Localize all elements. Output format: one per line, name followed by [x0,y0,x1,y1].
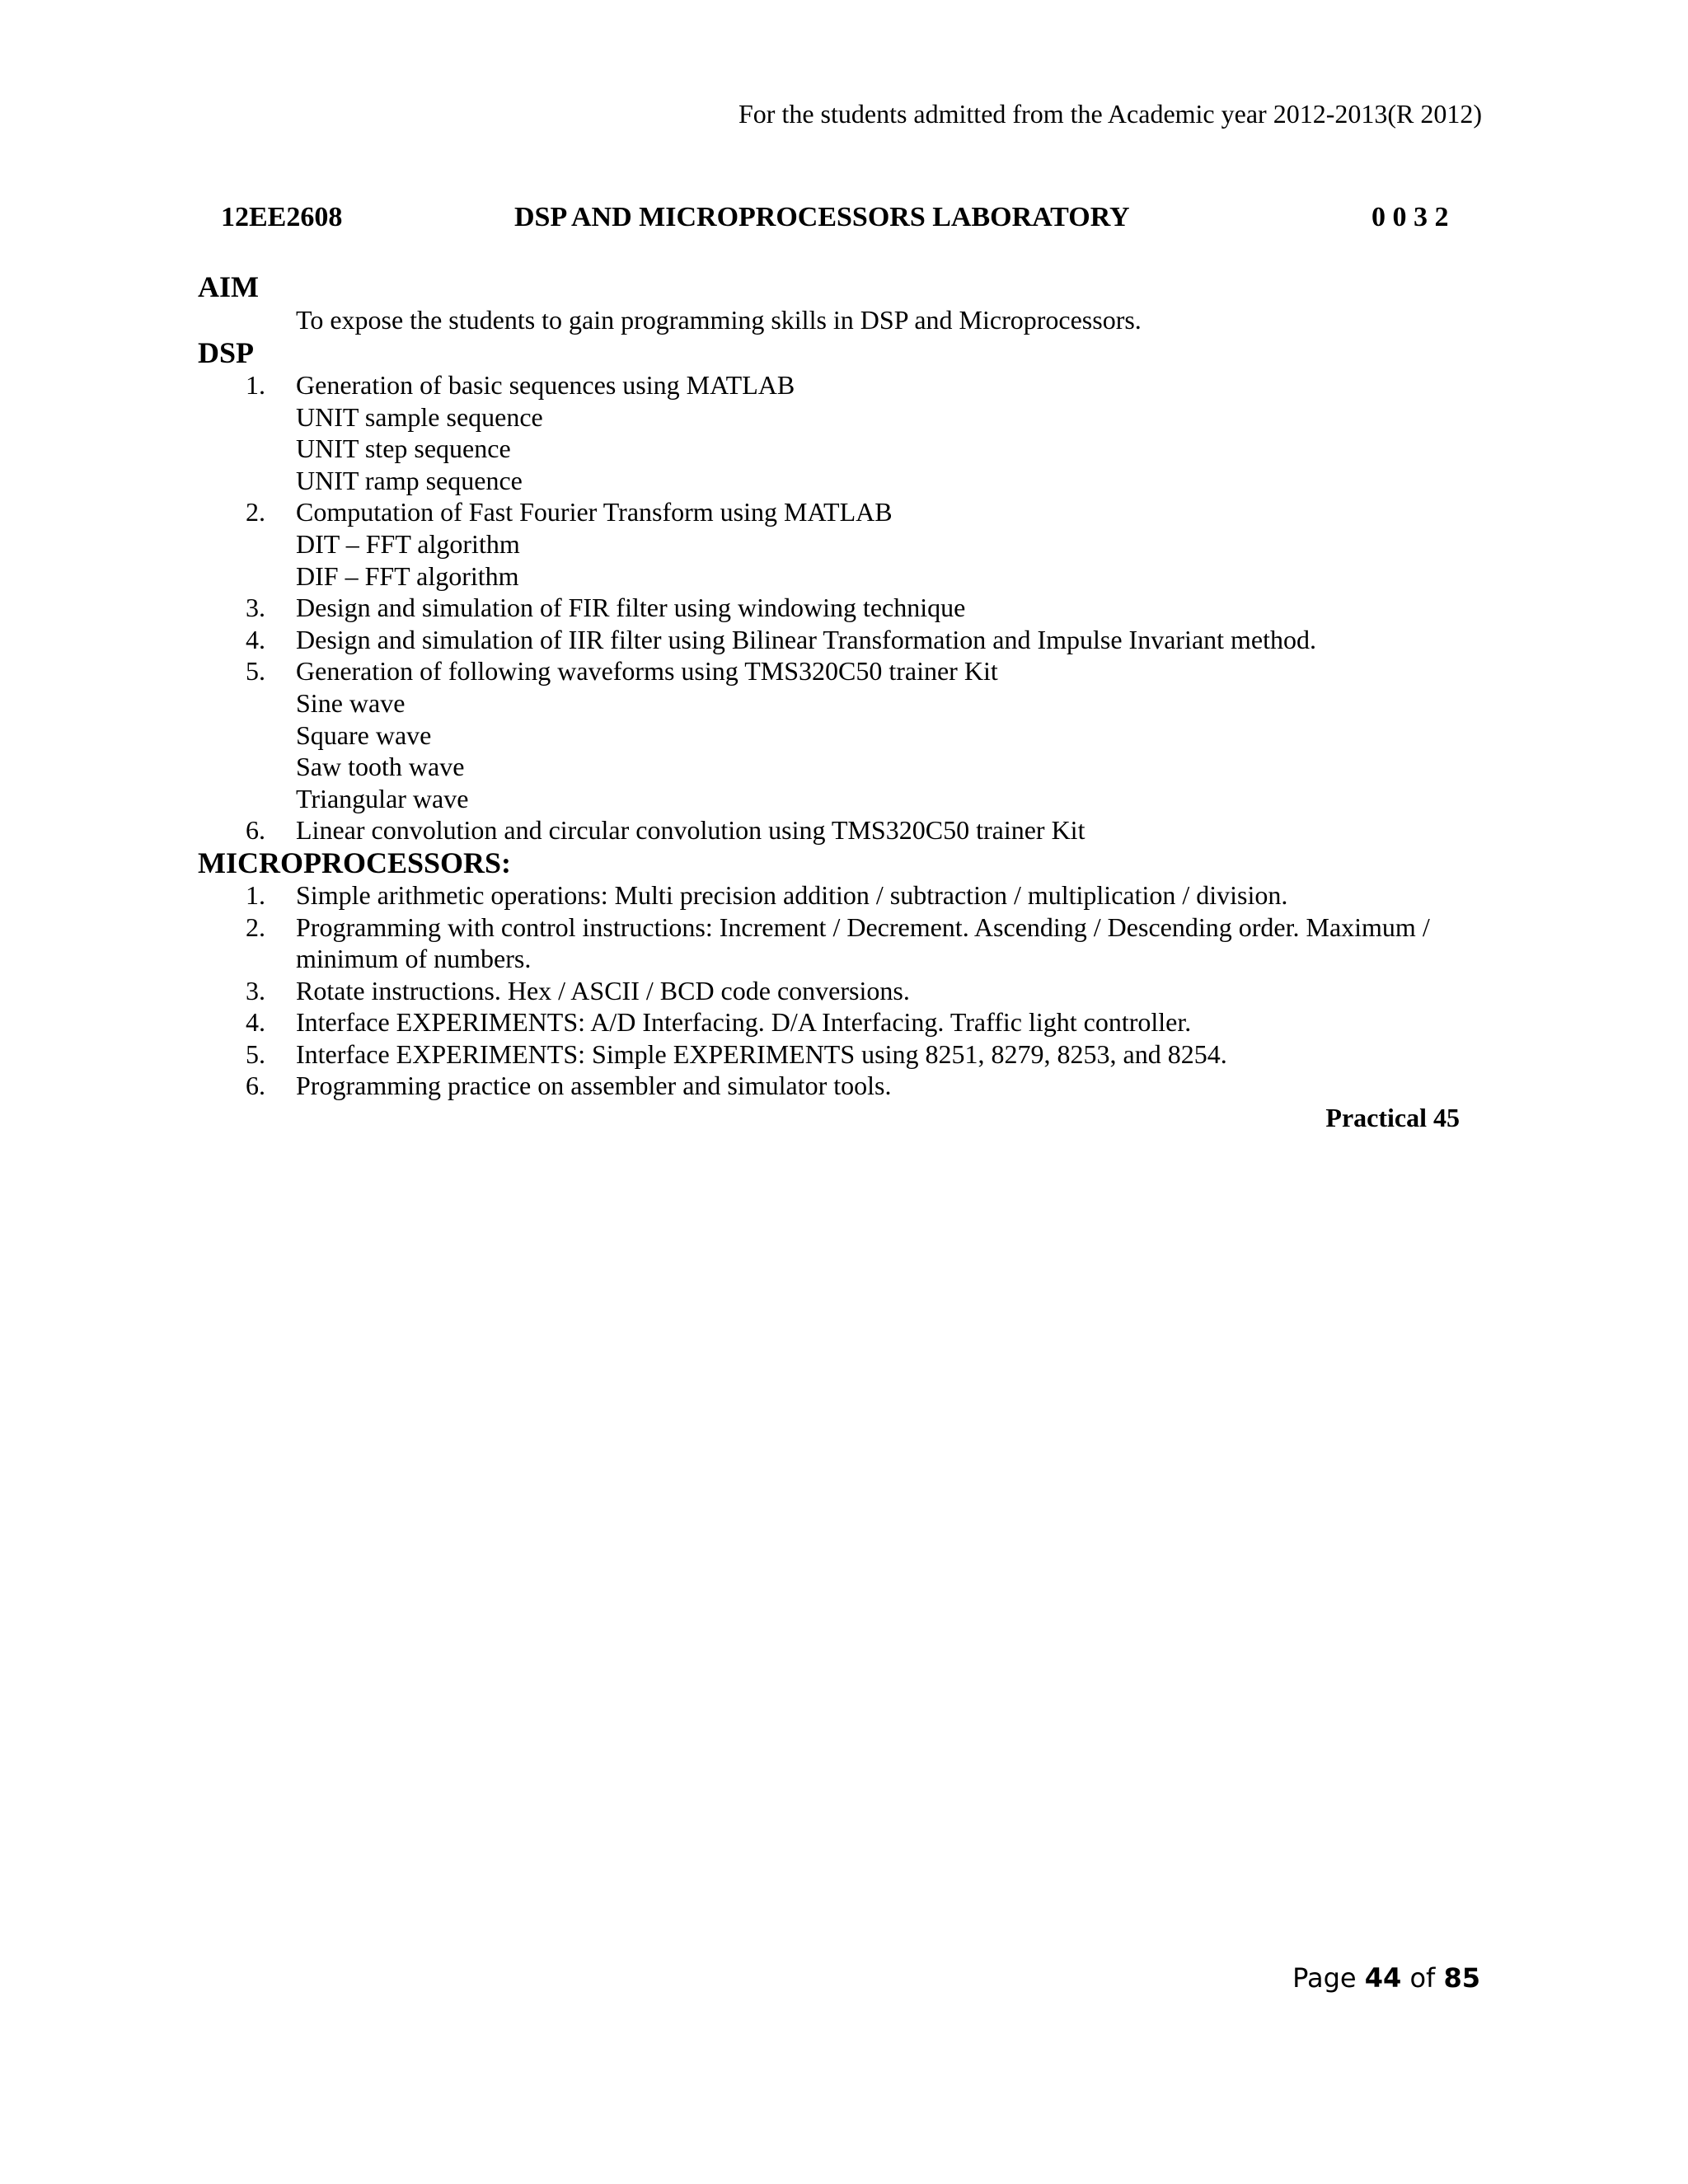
item-number: 6. [246,815,265,846]
sub-item: UNIT ramp sequence [296,465,523,495]
item-text: Simple arithmetic operations: Multi precision addition / subtraction / multiplication / division. [296,879,1288,910]
sub-item: DIF – FFT algorithm [296,560,519,591]
item-text: Generation of following waveforms using TMS320C50 trainer Kit [296,656,998,687]
list-item [198,814,1492,846]
practical-hours: Practical 45 [1325,1103,1460,1132]
item-number: 4. [246,1007,265,1038]
item-text: Linear convolution and circular convolution using TMS320C50 trainer Kit [296,815,1085,846]
item-number: 5. [246,656,265,687]
sub-item: Saw tooth wave [296,752,465,782]
item-text: Rotate instructions. Hex / ASCII / BCD code conversions. [296,975,910,1005]
item-text: Design and simulation of IIR filter using Bilinear Transformation and Impulse Invariant method. [296,624,1317,654]
page-current: 44 [1364,1962,1402,1994]
course-code: 12EE2608 [221,202,343,232]
course-credits: 0 0 3 2 [1372,202,1449,232]
dsp-heading: DSP [198,336,255,369]
item-text: Programming practice on assembler and simulator tools. [296,1071,892,1101]
item-number: 2. [246,497,265,527]
list-item [198,624,1492,656]
microprocessors-heading: MICROPROCESSORS: [198,846,512,879]
list-item [198,975,1492,1007]
aim-heading: AIM [198,270,259,303]
item-number: 1. [246,370,265,400]
microprocessor-experiment-list [198,879,1492,1102]
item-text: Interface EXPERIMENTS: Simple EXPERIMENTS using 8251, 8279, 8253, and 8254. [296,1038,1227,1069]
list-item [198,369,1492,496]
syllabus-content [198,270,1492,1102]
list-item [198,592,1492,624]
course-title: DSP AND MICROPROCESSORS LABORATORY [514,202,1130,232]
list-item [198,1038,1492,1071]
sub-item: DIT – FFT algorithm [296,528,520,559]
item-text: Computation of Fast Fourier Transform using MATLAB [296,497,893,527]
item-text-continued: minimum of numbers. [296,944,532,974]
aim-text: To expose the students to gain programming skills in DSP and Microprocessors. [296,305,1142,335]
sub-item: UNIT sample sequence [296,401,543,432]
list-item [198,912,1492,975]
list-item [198,1070,1492,1102]
list-item [198,496,1492,592]
sub-item: Triangular wave [296,783,469,813]
list-item [198,1006,1492,1038]
item-number: 4. [246,624,265,654]
item-number: 1. [246,879,265,910]
item-text: Generation of basic sequences using MATLAB [296,370,795,400]
sub-item: Sine wave [296,687,406,718]
page-of: of [1409,1962,1436,1994]
item-number: 5. [246,1038,265,1069]
page-number [1292,1961,1480,1994]
item-number: 3. [246,593,265,623]
item-text: Interface EXPERIMENTS: A/D Interfacing. D/A Interfacing. Traffic light controller. [296,1007,1192,1038]
item-number: 2. [246,912,265,942]
course-header [0,199,1688,236]
item-text: Programming with control instructions: Increment / Decrement. Ascending / Descending order. Maximum / [296,912,1430,942]
sub-item: UNIT step sequence [296,434,511,464]
list-item [198,879,1492,912]
dsp-experiment-list [198,369,1492,846]
sub-item: Square wave [296,719,432,750]
page-total: 85 [1443,1962,1480,1994]
item-number: 6. [246,1071,265,1101]
page-prefix: Page [1292,1962,1357,1994]
item-number: 3. [246,975,265,1005]
item-text: Design and simulation of FIR filter using windowing technique [296,593,966,623]
list-item [198,655,1492,814]
page-header: For the students admitted from the Academic year 2012-2013(R 2012) [738,99,1482,129]
